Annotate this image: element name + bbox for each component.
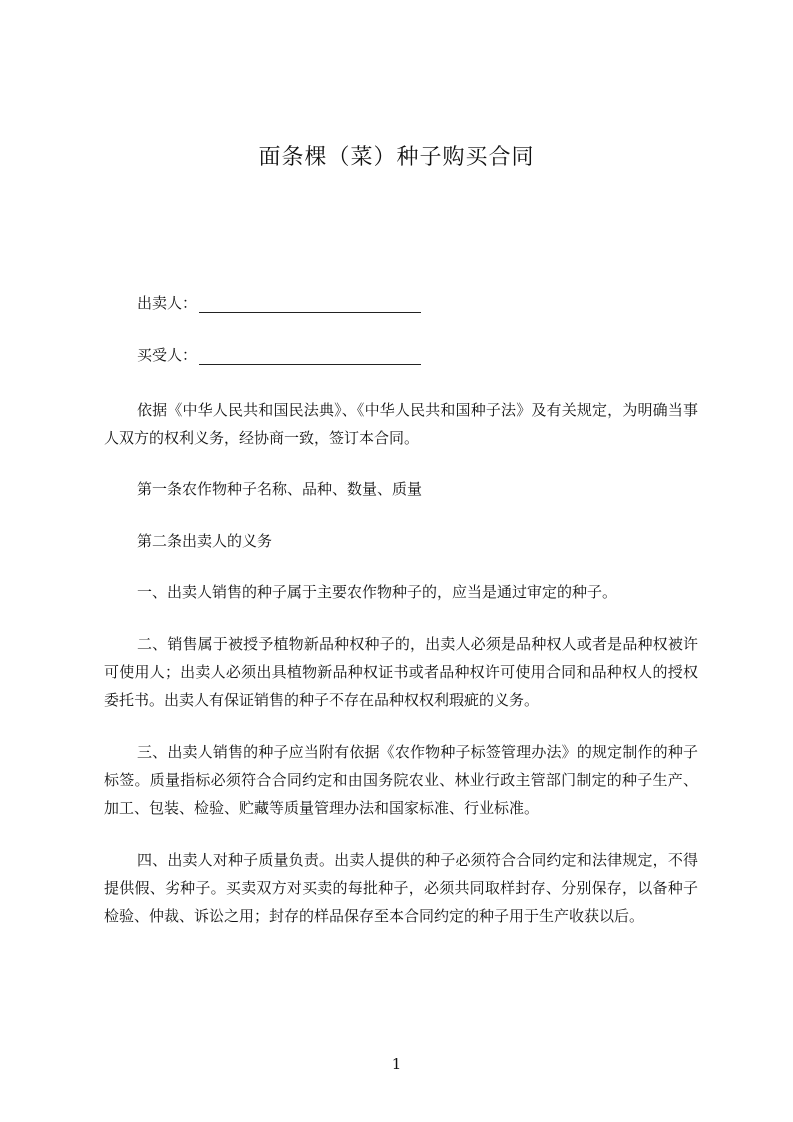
clause-3-paragraph: 三、出卖人销售的种子应当附有依据《农作物种子标签管理办法》的规定制作的种子标签。质量指标必须符合合同约定和由国务院农业、林业行政主管部门制定的种子生产、加工、包装、检验、贮藏等质量管理办法和国家标准、行业标准。 — [104, 743, 698, 817]
article-1-heading: 第一条农作物种子名称、品种、数量、质量 — [137, 480, 423, 498]
intro-paragraph: 依据《中华人民共和国民法典》、《中华人民共和国种子法》及有关规定，为明确当事人双方的权利义务，经协商一致，签订本合同。 — [104, 401, 698, 447]
buyer-blank-line — [199, 350, 421, 365]
article-2-heading: 第二条出卖人的义务 — [137, 532, 273, 550]
clause-2-paragraph: 二、销售属于被授予植物新品种权种子的，出卖人必须是品种权人或者是品种权被许可使用人；出卖人必须出具植物新品种权证书或者品种权许可使用合同和品种权人的授权委托书。出卖人有保证销售的种子不存在品种权权利瑕疵的义务。 — [104, 635, 698, 709]
seller-label: 出卖人： — [137, 294, 198, 312]
seller-blank-line — [199, 298, 421, 313]
buyer-field — [137, 344, 421, 365]
buyer-label: 买受人： — [137, 346, 198, 364]
page-number: 1 — [391, 1055, 402, 1073]
clause-4-paragraph: 四、出卖人对种子质量负责。出卖人提供的种子必须符合合同约定和法律规定，不得提供假、劣种子。买卖双方对买卖的每批种子，必须共同取样封存、分别保存，以备种子检验、仲裁、诉讼之用；封存的样品保存至本合同约定的种子用于生产收获以后。 — [104, 851, 698, 925]
document-title: 面条棵（菜）种子购买合同 — [258, 145, 535, 170]
clause-1-paragraph: 一、出卖人销售的种子属于主要农作物种子的，应当是通过审定的种子。 — [137, 583, 618, 601]
seller-field — [137, 292, 421, 313]
